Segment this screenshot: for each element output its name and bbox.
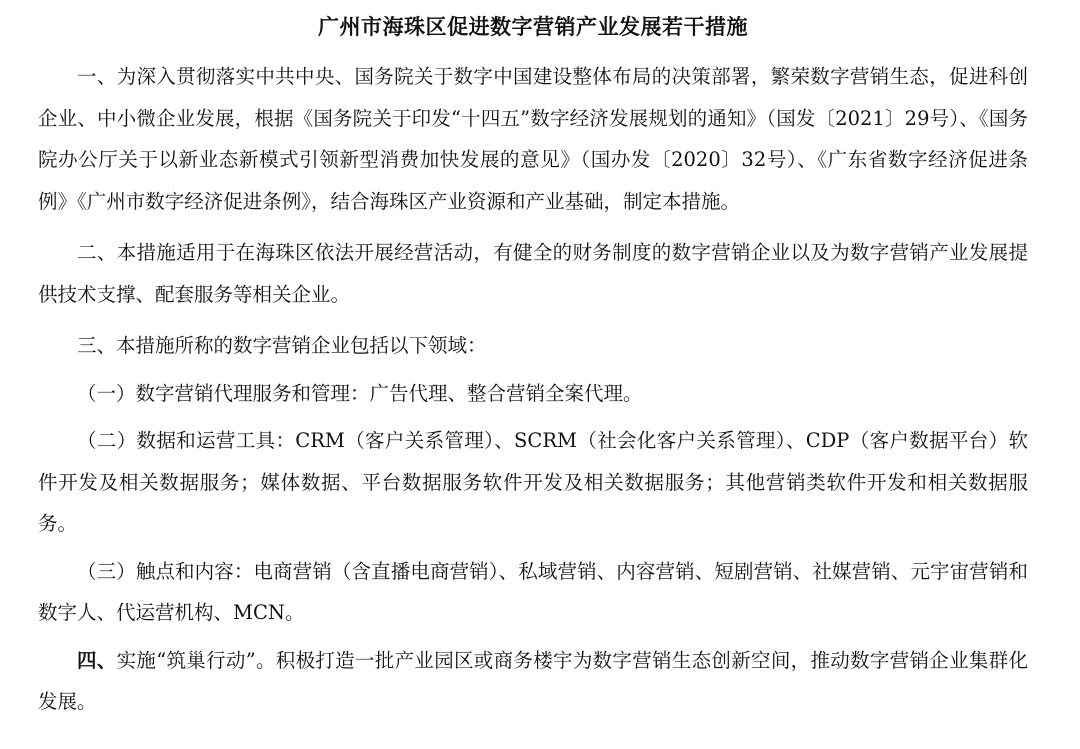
paragraph-1: 一、为深入贯彻落实中共中央、国务院关于数字中国建设整体布局的决策部署，繁荣数字营销生态，促进科创企业、中小微企业发展，根据《国务院关于印发“十四五”数字经济发展规划的通知》（国发〔2021〕29号）、《国务院办公厅关于以新业态新模式引领新型消费加快发展的意见》（国办发〔2020〕32号）、《广东省数字经济促进条例》《广州市数字经济促进条例》，结合海珠区产业资源和产业基础，制定本措施。 bbox=[38, 65, 1028, 213]
paragraph-3-3: （三）触点和内容：电商营销（含直播电商营销）、私域营销、内容营销、短剧营销、社媒营销、元宇宙营销和数字人、代运营机构、MCN。 bbox=[38, 559, 1028, 624]
paragraph-2: 二、本措施适用于在海珠区依法开展经营活动，有健全的财务制度的数字营销企业以及为数字营销产业发展提供技术支撑、配套服务等相关企业。 bbox=[38, 241, 1028, 306]
paragraph-3-1: （一）数字营销代理服务和管理：广告代理、整合营销全案代理。 bbox=[77, 381, 643, 405]
paragraph-4-text: 实施“筑巢行动”。积极打造一批产业园区或商务楼宇为数字营销生态创新空间，推动数字营销企业集群化发展。 bbox=[38, 648, 1028, 713]
paragraph-4-lead: 四、 bbox=[77, 648, 117, 672]
document-page bbox=[38, 0, 1028, 733]
paragraph-3: 三、本措施所称的数字营销企业包括以下领域： bbox=[77, 334, 487, 357]
paragraph-3-2: （二）数据和运营工具：CRM（客户关系管理）、SCRM（社会化客户关系管理）、CDP（客户数据平台）软件开发及相关数据服务；媒体数据、平台数据服务软件开发及相关数据服务；其他营销类软件开发和相关数据服务。 bbox=[38, 429, 1028, 535]
paragraph-4 bbox=[38, 640, 1028, 723]
document-title: 广州市海珠区促进数字营销产业发展若干措施 bbox=[318, 14, 748, 39]
